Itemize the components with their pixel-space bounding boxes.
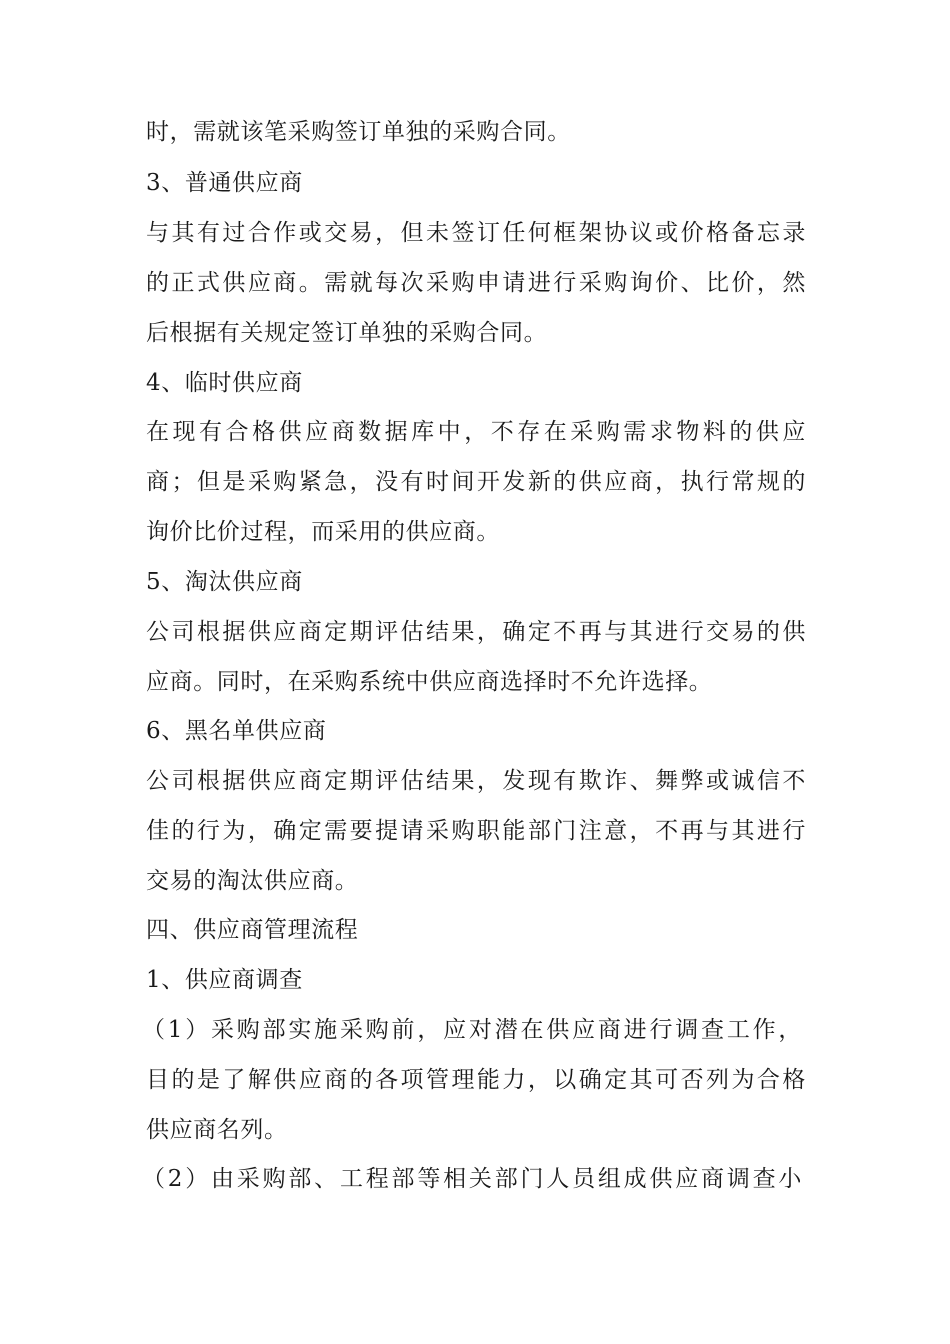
body-text-line: 询价比价过程，而采用的供应商。 [146, 519, 500, 545]
body-text-line: 商；但是采购紧急，没有时间开发新的供应商，执行常规的 [146, 469, 806, 495]
body-text-line: 后根据有关规定签订单独的采购合同。 [146, 320, 548, 346]
body-text-line: 公司根据供应商定期评估结果，发现有欺诈、舞弊或诚信不 [146, 768, 806, 794]
body-text-line: （1）采购部实施采购前，应对潜在供应商进行调查工作， [142, 1017, 802, 1043]
section-heading-temporary-supplier: 4、临时供应商 [146, 370, 303, 396]
body-text-line: 与其有过合作或交易，但未签订任何框架协议或价格备忘录 [146, 220, 806, 246]
body-text-line: 目的是了解供应商的各项管理能力，以确定其可否列为合格 [146, 1067, 806, 1093]
chapter-heading-management-process: 四、供应商管理流程 [146, 917, 359, 943]
section-heading-eliminated-supplier: 5、淘汰供应商 [146, 569, 303, 595]
section-heading-blacklist-supplier: 6、黑名单供应商 [146, 718, 327, 744]
body-text-line: 时，需就该笔采购签订单独的采购合同。 [146, 119, 571, 145]
body-text-line: 的正式供应商。需就每次采购申请进行采购询价、比价，然 [146, 270, 806, 296]
body-text-line: 公司根据供应商定期评估结果，确定不再与其进行交易的供 [146, 619, 806, 645]
body-text-line: 交易的淘汰供应商。 [146, 868, 359, 894]
body-text-line: 在现有合格供应商数据库中，不存在采购需求物料的供应 [146, 419, 806, 445]
body-text-line: 应商。同时，在采购系统中供应商选择时不允许选择。 [146, 669, 713, 695]
section-heading-ordinary-supplier: 3、普通供应商 [146, 170, 303, 196]
body-text-line: （2）由采购部、工程部等相关部门人员组成供应商调查小 [142, 1166, 802, 1192]
body-text-line: 供应商名列。 [146, 1117, 288, 1143]
section-heading-supplier-survey: 1、供应商调查 [146, 967, 303, 993]
body-text-line: 佳的行为，确定需要提请采购职能部门注意，不再与其进行 [146, 818, 806, 844]
